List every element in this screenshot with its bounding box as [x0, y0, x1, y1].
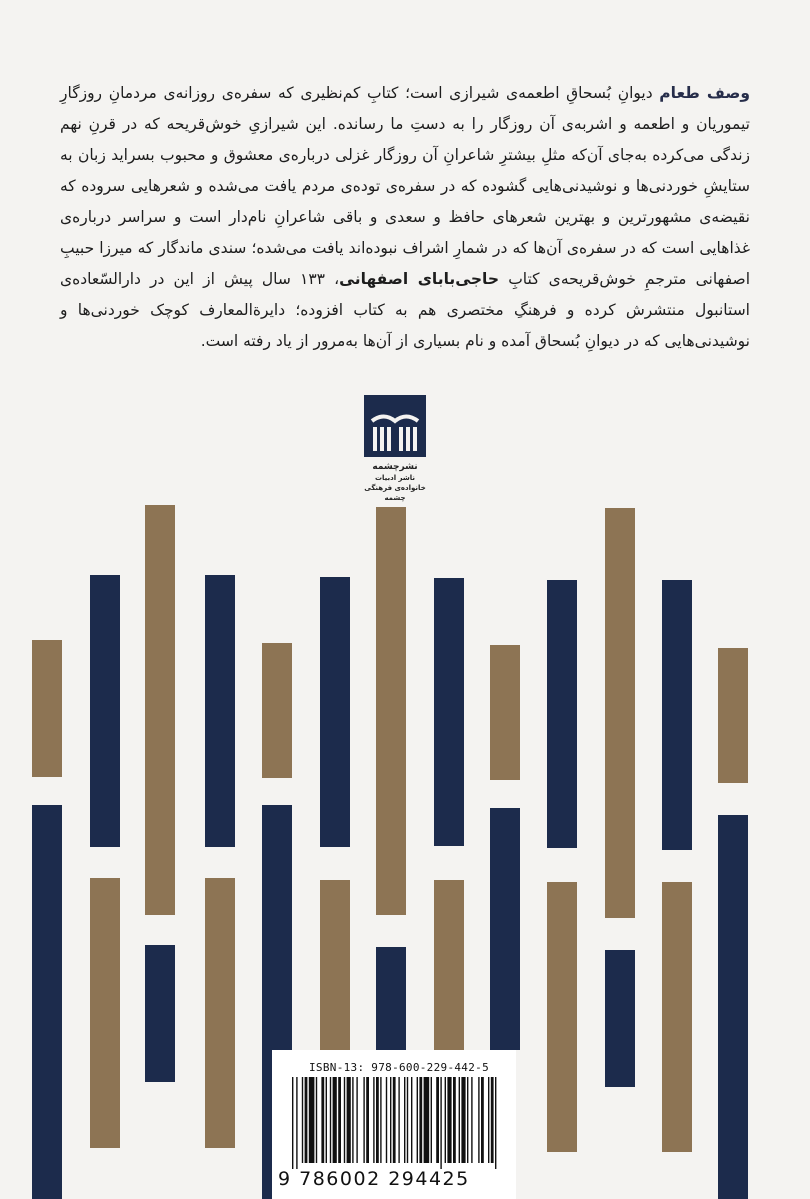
book-title: وصف طعام: [659, 84, 751, 102]
barcode-bar: [380, 1077, 381, 1163]
barcode-bar: [478, 1077, 479, 1163]
barcode-icon: [292, 1077, 498, 1169]
stripe-navy: [718, 815, 748, 1199]
stripe-navy: [547, 580, 577, 848]
stripe-brown: [376, 507, 406, 915]
barcode-bar: [467, 1077, 468, 1163]
stripe-brown: [320, 880, 350, 1050]
barcode-bar: [309, 1077, 315, 1163]
barcode-bar: [436, 1077, 439, 1163]
barcode-bar: [424, 1077, 430, 1163]
stripe-brown: [90, 878, 120, 1148]
blurb-highlight: حاجی‌بابای اصفهانی: [339, 270, 500, 288]
barcode-bar: [363, 1077, 364, 1163]
barcode-bar: [352, 1077, 353, 1163]
publisher-name: نشرچشمه: [372, 462, 418, 472]
barcode-bar: [292, 1077, 293, 1169]
isbn-label: ISBN-13: 978-600-229-442-5: [309, 1061, 489, 1074]
barcode-bar: [344, 1077, 345, 1163]
barcode-bar: [440, 1077, 441, 1169]
stripe-brown: [490, 645, 520, 780]
barcode-bar: [373, 1077, 374, 1163]
stripe-brown: [547, 882, 577, 1152]
barcode-bar: [481, 1077, 484, 1163]
barcode-bar: [330, 1077, 331, 1163]
barcode-bar: [419, 1077, 422, 1163]
barcode-bar: [316, 1077, 317, 1163]
barcode-bar: [376, 1077, 379, 1163]
publisher-line1: ناشر ادبیات: [374, 474, 416, 482]
barcode-bar: [491, 1077, 494, 1163]
stripe-brown: [434, 880, 464, 1050]
barcode-bar: [417, 1077, 418, 1163]
stripe-navy: [90, 575, 120, 847]
stripe-brown: [145, 505, 175, 915]
barcode-bar: [326, 1077, 327, 1163]
barcode-bar: [390, 1077, 391, 1163]
blurb-text-part2: ، ۱۳۳ سال پیش از این در دارالسّعاده‌ی استانبول منتشرش کرده و فرهنگِ مختصری هم به کتاب افزوده؛ دایرةالمعارف کوچک خوردنی‌ها و نوشیدنی‌هایی که در دیوانِ بُسحاق آمده و نام بسیاری از آن‌ها به‌مرور از یاد رفته است.: [60, 270, 750, 350]
stripe-navy: [605, 950, 635, 1087]
barcode-bar: [302, 1077, 303, 1163]
barcode-bar: [453, 1077, 456, 1163]
barcode-bar: [495, 1077, 496, 1169]
stripe-navy: [32, 805, 62, 1199]
barcode-bar: [411, 1077, 412, 1163]
barcode-bar: [386, 1077, 387, 1163]
stripe-navy: [434, 578, 464, 846]
stripe-navy: [376, 947, 406, 1050]
barcode-bar: [347, 1077, 351, 1163]
stripe-navy: [662, 580, 692, 850]
barcode-bar: [321, 1077, 324, 1163]
barcode-bar: [471, 1077, 472, 1163]
blurb-text-part1: دیوانِ بُسحاقِ اطعمه‌ی شیرازی است؛ کتابِ کم‌نظیری که سفره‌ی روزانه‌ی مردمانِ روزگارِ تیموریان و اطعمه و اشربه‌ی آن روزگار را به دستِ ما رسانده. این شیرازیِ خوش‌قریحه که در قرنِ نهم زندگی می‌کرده به‌جای آن‌که مثلِ بیشترِ شاعرانِ آن روزگار غزلی درباره‌ی معشوق و محبوب بسراید زبان به ستایشِ خوردنی‌ها و نوشیدنی‌هایی گشوده که در سفره‌ی توده‌ی مردم یافت می‌شده و شعرهایی سروده که نقیضه‌ی مشهورترین و بهترین شعرهای حافظ و سعدی و باقی شاعرانِ نام‌دار است و سراسر درباره‌ی غذاهایی است که در سفره‌ی آن‌ها که در شمارِ اشراف نبوده‌اند یافت می‌شده؛ سندی ماندگار که میرزا حبیبِ اصفهانی مترجمِ خوش‌قریحه‌ی کتابِ: [60, 84, 751, 288]
stripe-navy: [145, 945, 175, 1082]
barcode-bar: [356, 1077, 357, 1163]
stripe-brown: [262, 643, 292, 778]
publisher-line2: خانواده‌ی فرهنگی چشمه: [364, 484, 426, 502]
barcode-bar: [488, 1077, 489, 1163]
stripe-navy: [320, 577, 350, 847]
stripe-brown: [662, 882, 692, 1152]
stripe-brown: [205, 878, 235, 1148]
stripe-brown: [718, 648, 748, 783]
barcode-bar: [431, 1077, 432, 1163]
barcode-bar: [366, 1077, 369, 1163]
barcode-bar: [393, 1077, 396, 1163]
barcode-bar: [461, 1077, 465, 1163]
stripe-navy: [205, 575, 235, 847]
barcode-bar: [296, 1077, 297, 1169]
stripe-navy: [490, 808, 520, 1050]
barcode-digits: 9 786002 294425: [278, 1168, 470, 1190]
stripe-brown: [605, 508, 635, 918]
stripe-brown: [32, 640, 62, 777]
barcode-bar: [459, 1077, 460, 1163]
barcode-bar: [445, 1077, 446, 1163]
barcode-bar: [447, 1077, 451, 1163]
barcode-bar: [407, 1077, 408, 1163]
barcode-panel: [272, 1050, 516, 1199]
barcode-bar: [404, 1077, 405, 1163]
barcode-bar: [398, 1077, 399, 1163]
barcode-bar: [333, 1077, 337, 1163]
barcode-bar: [305, 1077, 308, 1163]
barcode-bar: [338, 1077, 341, 1163]
